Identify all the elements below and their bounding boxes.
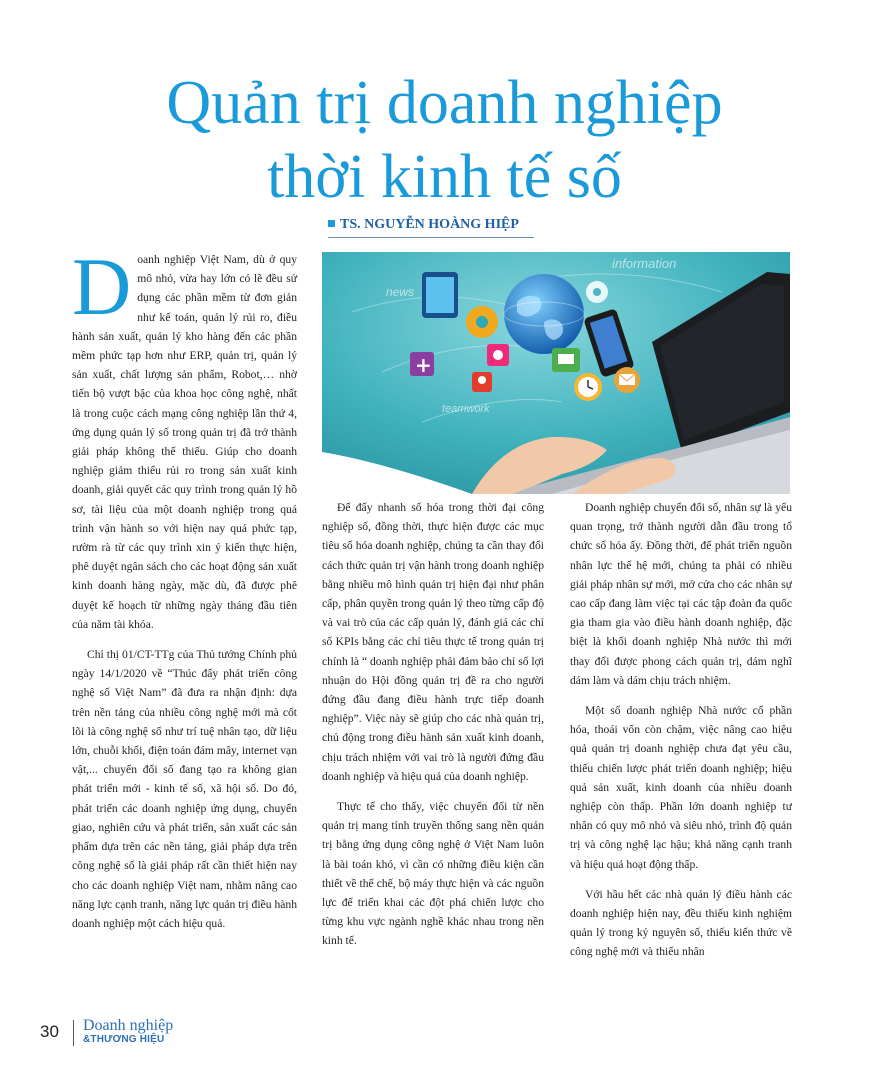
magazine-logo-line1: Doanh nghiệp xyxy=(83,1017,174,1034)
author-name: TS. NGUYỄN HOÀNG HIỆP xyxy=(340,217,519,232)
settings-icon xyxy=(487,344,509,366)
tablet-icon xyxy=(422,272,458,318)
text-column-2 xyxy=(322,498,544,962)
teamwork-label: teamwork xyxy=(442,403,490,415)
paragraph: Để đẩy nhanh số hóa trong thời đại công nghiệp số, đồng thời, thực hiện được các mục tiêu số hóa doanh nghiệp, chúng ta cần thay đổi cách thức quản trị vận hành trong doanh nghiệp bằng nhiều mô hình quản trị hiện đại như phân cấp, phân quyền trong quản lý theo từng cấp độ và vai trò của các cấp quản lý, đánh giá các chỉ số KPIs bằng các chỉ tiêu thực tế trong quản trị chính là “ doanh nghiệp phải đảm bảo chỉ số lợi nhuận do Hội đồng quản trị đề ra cho người đứng đầu đang điều hành trực tiếp doanh nghiệp”. Việc này sẽ giúp cho các nhà quản trị, chủ động trong điều hành sản xuất kinh doanh, chịu trách nhiệm với vai trò là người đứng đầu doanh nghiệp và hiệu quả của doanh nghiệp. xyxy=(322,501,544,783)
clock-icon xyxy=(574,373,602,401)
magazine-logo-line2: &THƯƠNG HIỆU xyxy=(83,1034,165,1045)
paragraph: Một số doanh nghiệp Nhà nước cổ phần hóa, thoái vốn còn chậm, việc nâng cao hiệu quả quản trị doanh nghiệp chưa đạt yêu cầu, thiếu chiến lược phát triển doanh nghiệp; hiệu quả sản xuất, kinh doanh của nhiều doanh nghiệp còn thấp. Phần lớn doanh nghiệp tư nhân có quy mô nhỏ và siêu nhỏ, trình độ quản trị và công nghệ lạc hậu; khả năng cạnh tranh và hiệu quả hoạt động thấp. xyxy=(570,704,792,871)
drop-cap: D xyxy=(72,241,132,332)
article-title-line2: thời kinh tế số xyxy=(267,143,622,211)
chart-app-icon xyxy=(552,348,580,372)
envelope-icon xyxy=(614,367,640,393)
plus-icon xyxy=(410,352,434,377)
text-column-3 xyxy=(570,498,792,990)
news-label: news xyxy=(386,285,415,299)
article-photo xyxy=(322,252,790,494)
paragraph: Với hầu hết các nhà quản lý điều hành các doanh nghiệp hiện nay, đều thiếu kinh nghiệm quản lý trong kỷ nguyên số, thiếu kiến thức về công nghệ mới và thiếu nhân xyxy=(570,887,792,959)
globe-icon xyxy=(504,274,584,354)
gear-icon xyxy=(466,306,498,338)
bullet-square-icon xyxy=(328,220,335,227)
page-number: 30 xyxy=(40,1022,59,1041)
text-column-1 xyxy=(72,241,297,944)
paragraph: Doanh nghiệp chuyển đổi số, nhân sự là yếu quan trọng, trở thành người dẫn đầu trong tổ chức số hóa ấy. Đồng thời, để phát triển nguồn nhân lực thế hệ mới, chúng ta phải có nhiều giải pháp nhân sự mới, mở cửa cho các nhân sự cao cấp đang làm việc tại các tập đoàn đa quốc gia tham gia vào điều hành doanh nghiệp, đặc biệt là khối doanh nghiệp Nhà nước thì mới thay đổi được phong cách quản trị, dám nghĩ dám làm và dám chịu trách nhiệm. xyxy=(570,501,792,687)
lead-paragraph xyxy=(72,241,297,634)
information-label: information xyxy=(612,256,677,271)
footer-divider xyxy=(73,1020,74,1046)
paragraph: Thực tế cho thấy, việc chuyển đổi từ nền quản trị mang tính truyền thống sang nền quản trị bằng ứng dụng công nghệ ở Việt Nam luôn là bài toán khó, vì cần có những điều kiện cần thiết về thể chế, bộ máy thực hiện và các nguồn lực để triển khai các đột phá chiến lược cho từng khu vực ngành nghề khác nhau trong nền kinh tế. xyxy=(322,800,544,948)
gear-icon xyxy=(586,281,608,303)
paragraph: Chỉ thị 01/CT-TTg của Thủ tướng Chính phủ ngày 14/1/2020 về “Thúc đẩy phát triển công nghệ số Việt Nam” đã đưa ra nhận định: dựa trên nền tảng của nhiều công nghệ mới mà cốt lõi là công nghệ số như trí tuệ nhân tạo, dữ liệu lớn, chuỗi khối, điện toán đám mây, internet vạn vật,... chuyển đổi số đang tạo ra không gian phát triển mới - kinh tế số, xã hội số. Do đó, phát triển các doanh nghiệp ứng dụng, chuyển giao, nghiên cứu và phát triển, sản xuất các sản phẩm dựa trên các nền tảng, giải pháp dựa trên công nghệ số là giải pháp rất cần thiết hiện nay cho các doanh nghiệp Việt nam, nhằm nâng cao năng lực cạnh tranh, năng lực quản trị điều hành doanh nghiệp một cách hiệu quả. xyxy=(72,648,297,930)
paragraph-text: oanh nghiệp Việt Nam, dù ở quy mô nhỏ, vừa hay lớn có lẽ đều sử dụng các phần mềm từ đơn giản như kế toán, quản lý rủi ro, điều hành sản xuất, quản lý kho hàng đến các phần mềm phức tạp hơn như ERP, quản trị, quản lý sản xuất, chất lượng sản phẩm, Robot,… nhờ tiến bộ vượt bậc của khoa học công nghệ, nhất là trong cuộc cách mạng công nghiệp lần thứ 4, ứng dụng quản lý số trong quản trị đã trở thành giải pháp không thể thiếu. Giúp cho doanh nghiệp giảm thiểu rủi ro trong sản xuất kinh doanh, giải quyết các quy trình trong quản lý hồ sơ, tài liệu của một doanh nghiệp trong quá trình vận hành so với hiện nay quá phức tạp, rườm rà từ các quy trình xin ý kiến thực hiện, phê duyệt ngân sách cho các hoạt động sản xuất kinh doanh hàng ngày, mặc dù, đã được phê duyệt kế hoạch từ những ngày tháng đầu tiên của năm tài khóa. xyxy=(72,253,297,631)
author-byline xyxy=(328,217,534,238)
svg-text:+: + xyxy=(415,353,432,377)
people-icon xyxy=(472,372,492,392)
article-title-line1: Quản trị doanh nghiệp xyxy=(166,69,723,137)
